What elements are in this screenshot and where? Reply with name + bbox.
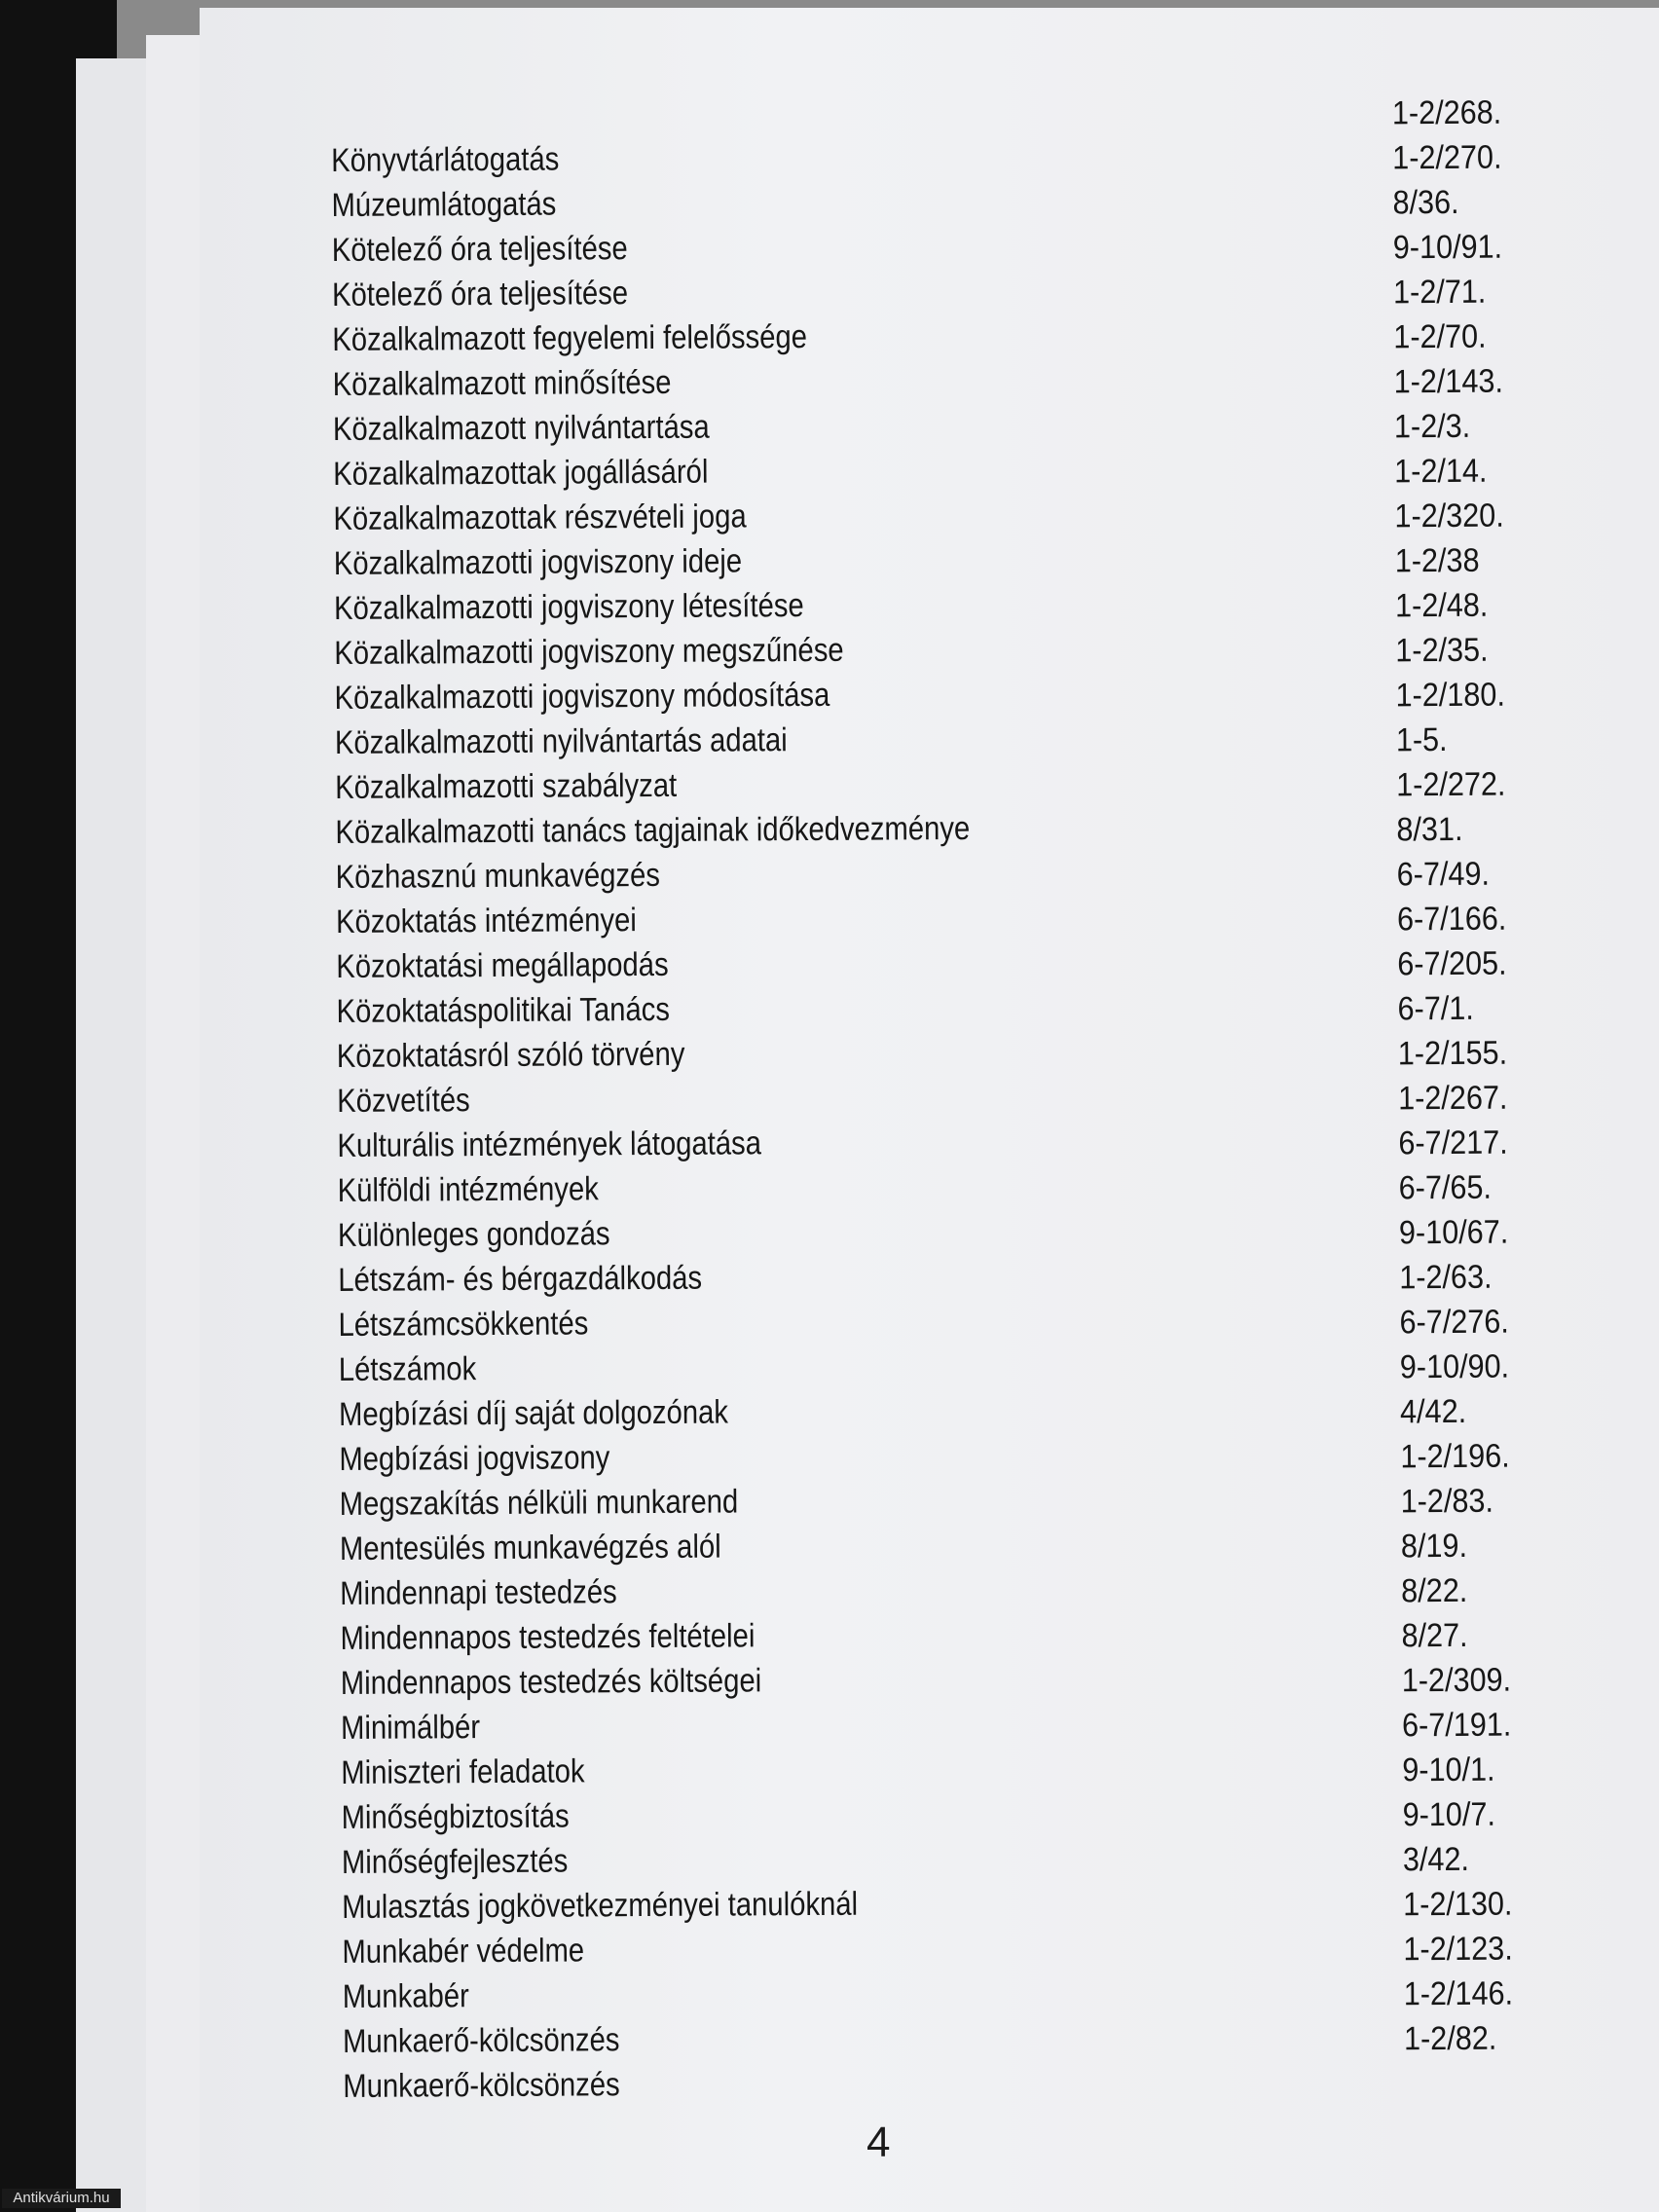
index-term: Mentesülés munkavégzés alól <box>339 1528 721 1567</box>
index-term: Közalkalmazott fegyelemi felelőssége <box>332 318 808 358</box>
index-reference: 1-2/70. <box>1393 317 1487 356</box>
index-reference: 1-2/196. <box>1400 1437 1510 1476</box>
index-reference: 1-2/38 <box>1394 541 1480 580</box>
index-reference: 1-2/63. <box>1399 1258 1493 1297</box>
index-reference: 1-2/268. <box>1391 93 1502 132</box>
index-term: Közoktatási megállapodás <box>336 945 669 985</box>
index-term: Megszakítás nélküli munkarend <box>339 1483 739 1523</box>
index-reference: 1-2/146. <box>1403 1974 1514 2013</box>
index-term: Közalkalmazotti jogviszony megszűnése <box>334 631 844 672</box>
index-term: Múzeumlátogatás <box>331 185 557 224</box>
index-term: Minimálbér <box>340 1709 481 1747</box>
index-term: Közalkalmazottak jogállásáról <box>333 453 709 493</box>
index-term: Munkaerő-kölcsönzés <box>343 2066 620 2105</box>
index-term: Közalkalmazott minősítése <box>332 363 672 403</box>
index-reference: 1-2/309. <box>1401 1661 1512 1700</box>
index-reference: 9-10/67. <box>1398 1213 1509 1252</box>
index-term: Közvetítés <box>337 1082 470 1120</box>
index-term: Kötelező óra teljesítése <box>331 275 629 313</box>
index-term: Mulasztás jogkövetkezményei tanulóknál <box>342 1885 859 1926</box>
index-term: Közalkalmazottak részvételi joga <box>333 498 747 537</box>
index-reference: 1-2/71. <box>1392 273 1487 312</box>
index-term: Létszám- és bérgazdálkodás <box>338 1259 703 1299</box>
index-term: Közalkalmazotti tanács tagjainak időkedvezménye <box>335 810 971 851</box>
index-reference: 4/42. <box>1399 1392 1467 1431</box>
index-reference: 6-7/49. <box>1396 855 1491 894</box>
index-reference: 9-10/7. <box>1402 1795 1496 1834</box>
index-term: Különleges gondozás <box>337 1215 610 1254</box>
index-reference: 1-2/35. <box>1395 631 1489 670</box>
index-term: Kulturális intézmények látogatása <box>337 1124 762 1164</box>
index-term: Külföldi intézmények <box>337 1170 599 1209</box>
index-reference: 8/22. <box>1401 1571 1468 1610</box>
index-reference: 8/19. <box>1400 1527 1468 1566</box>
index-list <box>331 93 1569 2105</box>
page-number: 4 <box>866 2119 891 2166</box>
index-term: Kötelező óra teljesítése <box>331 230 628 269</box>
index-term: Miniszteri feladatok <box>341 1752 585 1791</box>
index-reference: 6-7/217. <box>1398 1124 1508 1162</box>
index-term: Közalkalmazott nyilvántartása <box>332 408 710 448</box>
index-reference: 9-10/91. <box>1392 228 1503 267</box>
index-reference: 6-7/166. <box>1396 900 1507 939</box>
index-term: Létszámok <box>338 1350 477 1388</box>
index-reference: 8/36. <box>1392 183 1459 222</box>
index-reference: 1-2/82. <box>1403 2019 1497 2058</box>
index-term: Minőségfejlesztés <box>341 1842 569 1881</box>
index-term: Munkabér védelme <box>342 1932 585 1971</box>
index-term: Közoktatásról szóló törvény <box>336 1035 685 1075</box>
index-term: Közalkalmazotti szabályzat <box>335 766 678 806</box>
index-entry <box>331 228 1559 313</box>
index-reference: 6-7/65. <box>1398 1168 1493 1207</box>
index-reference: 1-2/83. <box>1400 1482 1494 1521</box>
watermark: Antikvárium.hu <box>2 2189 121 2208</box>
index-term: Munkabér <box>342 1977 469 2015</box>
index-term: Közalkalmazotti nyilvántartás adatai <box>334 721 788 761</box>
index-term: Közoktatáspolitikai Tanács <box>336 990 671 1030</box>
index-term: Könyvtárlátogatás <box>331 140 560 179</box>
index-reference: 9-10/1. <box>1402 1751 1495 1789</box>
index-term: Mindennapos testedzés költségei <box>340 1662 762 1702</box>
index-reference: 1-2/180. <box>1395 676 1506 715</box>
index-reference: 1-2/48. <box>1394 586 1489 625</box>
index-entry <box>343 2019 1569 2105</box>
index-term: Közoktatás intézményei <box>335 902 637 940</box>
index-reference: 9-10/90. <box>1399 1347 1510 1386</box>
index-reference: 1-5. <box>1395 721 1448 759</box>
index-reference: 6-7/205. <box>1397 944 1507 983</box>
index-reference: 6-7/1. <box>1397 989 1474 1028</box>
index-term: Munkaerő-kölcsönzés <box>342 2021 620 2060</box>
index-reference: 1-2/155. <box>1397 1034 1508 1073</box>
index-reference: 1-2/123. <box>1403 1930 1513 1969</box>
index-term: Közhasznú munkavégzés <box>335 856 661 896</box>
index-term: Létszámcsökkentés <box>338 1305 589 1344</box>
index-term: Megbízási díj saját dolgozónak <box>338 1393 729 1433</box>
index-term: Közalkalmazotti jogviszony módosítása <box>334 676 830 717</box>
index-reference: 8/27. <box>1401 1616 1468 1655</box>
index-reference: 1-2/14. <box>1394 452 1488 491</box>
index-reference: 6-7/191. <box>1401 1706 1512 1745</box>
index-reference: 8/31. <box>1396 810 1463 849</box>
index-reference: 1-2/320. <box>1394 497 1504 535</box>
index-reference: 3/42. <box>1402 1840 1470 1879</box>
index-term: Minőségbiztosítás <box>341 1797 570 1836</box>
index-reference: 1-2/272. <box>1396 765 1506 804</box>
index-term: Mindennapi testedzés <box>340 1573 617 1612</box>
index-reference: 1-2/270. <box>1392 138 1502 177</box>
index-reference: 6-7/276. <box>1399 1303 1509 1342</box>
index-entry <box>331 93 1558 179</box>
index-reference: 1-2/143. <box>1393 362 1504 401</box>
index-reference: 1-2/267. <box>1398 1079 1508 1118</box>
index-reference: 1-2/3. <box>1393 407 1471 446</box>
index-term: Közalkalmazotti jogviszony ideje <box>333 542 743 582</box>
index-term: Mindennapos testedzés feltételei <box>340 1617 756 1657</box>
index-reference: 1-2/130. <box>1403 1885 1513 1924</box>
index-term: Megbízási jogviszony <box>339 1439 610 1478</box>
index-term: Közalkalmazotti jogviszony létesítése <box>333 587 804 627</box>
